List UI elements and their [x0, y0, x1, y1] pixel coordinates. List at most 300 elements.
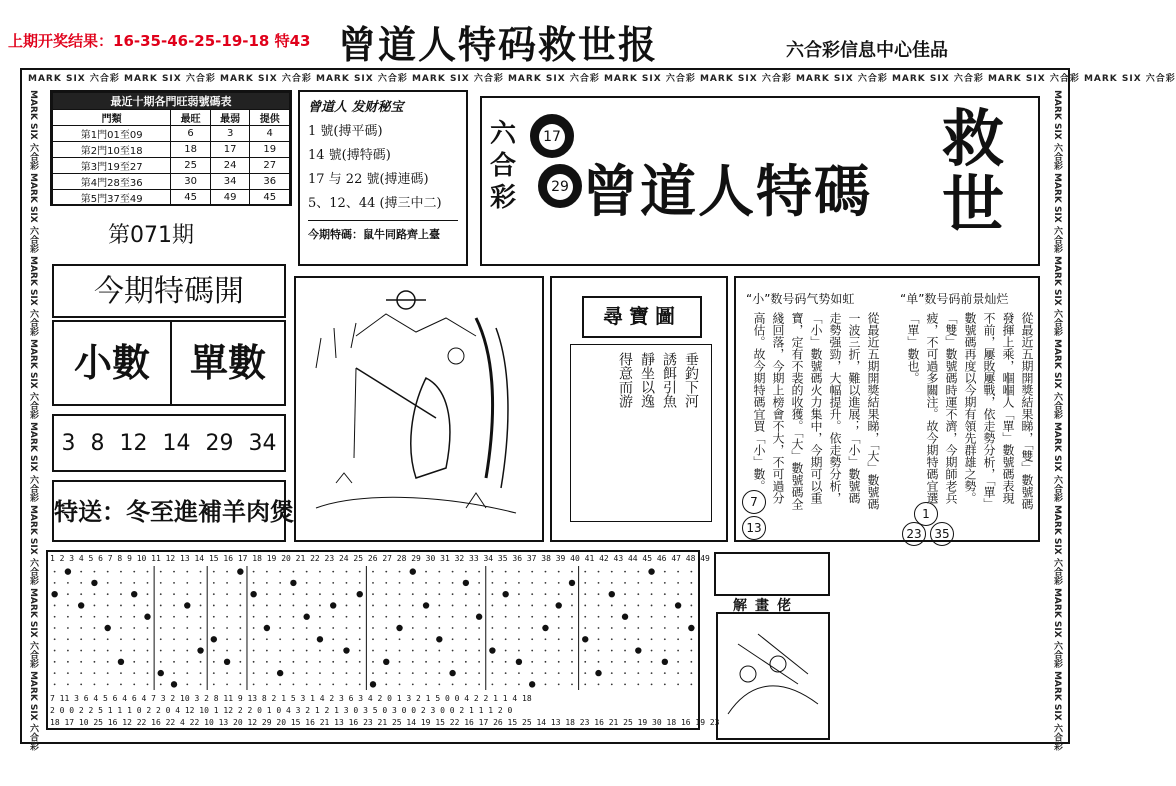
- grid-dot: [346, 571, 348, 573]
- grid-mark: [237, 568, 243, 574]
- grid-dot: [67, 616, 69, 618]
- grid-mark: [370, 681, 376, 687]
- grid-dot: [518, 582, 520, 584]
- grid-dot: [200, 627, 202, 629]
- grid-dot: [94, 571, 96, 573]
- open-label: 今期特碼開: [52, 264, 286, 318]
- grid-dot: [664, 605, 666, 607]
- grid-dot: [425, 571, 427, 573]
- grid-dot: [200, 593, 202, 595]
- grid-dot: [239, 582, 241, 584]
- grid-dot: [624, 593, 626, 595]
- grid-dot: [584, 661, 586, 663]
- grid-dot: [54, 672, 56, 674]
- grid-mark: [184, 602, 190, 608]
- issue-number: 第071期: [108, 223, 194, 248]
- grid-dot: [54, 650, 56, 652]
- grid-dot: [399, 616, 401, 618]
- grid-dot: [200, 638, 202, 640]
- grid-dot: [571, 616, 573, 618]
- grid-dot: [637, 672, 639, 674]
- grid-dot: [120, 627, 122, 629]
- grid-dot: [226, 683, 228, 685]
- mast-jiu: 救世: [942, 102, 1005, 241]
- grid-dot: [372, 593, 374, 595]
- grid-dot: [266, 638, 268, 640]
- grid-dot: [133, 582, 135, 584]
- cell: 18: [171, 142, 211, 158]
- grid-dot: [173, 571, 175, 573]
- grid-dot: [385, 582, 387, 584]
- grid-dot: [505, 605, 507, 607]
- grid-dot: [465, 571, 467, 573]
- cartoon-top: [714, 552, 830, 596]
- grid-dot: [611, 571, 613, 573]
- grid-dot: [213, 593, 215, 595]
- grid-dot: [306, 582, 308, 584]
- grid-mark: [277, 670, 283, 676]
- grid-dot: [611, 605, 613, 607]
- grid-dot: [505, 650, 507, 652]
- circle-number: 1: [914, 502, 938, 526]
- grid-dot: [558, 638, 560, 640]
- cell: 36: [250, 174, 290, 190]
- grid-mark: [648, 568, 654, 574]
- grid-dot: [571, 683, 573, 685]
- grid-dot: [359, 650, 361, 652]
- grid-dot: [677, 616, 679, 618]
- grid-dot: [677, 571, 679, 573]
- grid-dot: [664, 672, 666, 674]
- grid-dot: [67, 605, 69, 607]
- grid-dot: [160, 571, 162, 573]
- grid-dot: [293, 571, 295, 573]
- grid-mark: [489, 647, 495, 653]
- grid-dot: [690, 661, 692, 663]
- grid-dot: [664, 650, 666, 652]
- grid-row: 18 17 10 25 16 12 22 16 22 4 22 10 13 20 12 29 20 15 16 21 13 16 23 21 25 14 19 15 22 16 17 26 15 25 14 13 18 23 16 21 25 19 30 18 16 19 23: [50, 718, 720, 727]
- grid-dot: [624, 638, 626, 640]
- grid-dot: [319, 683, 321, 685]
- grid-dot: [359, 661, 361, 663]
- grid-dot: [385, 593, 387, 595]
- grid-dot: [67, 650, 69, 652]
- grid-dot: [332, 616, 334, 618]
- grid-dot: [359, 605, 361, 607]
- top-strip: MARK SIX 六合彩 MARK SIX 六合彩 MARK SIX 六合彩 MARK SIX 六合彩 MARK SIX 六合彩 MARK SIX 六合彩 MARK SIX 六合彩 MARK SIX 六合彩 MARK SIX 六合彩 MARK SIX 六合彩 MARK SIX 六合彩 MARK SIX 六合彩: [28, 74, 1176, 84]
- grid-dot: [266, 593, 268, 595]
- grid-dot: [412, 650, 414, 652]
- grid-dot: [571, 672, 573, 674]
- circle-number: 35: [930, 522, 954, 546]
- grid-dot: [319, 627, 321, 629]
- grid-dot: [147, 661, 149, 663]
- grid-dot: [385, 627, 387, 629]
- grid-dot: [173, 605, 175, 607]
- grid-dot: [545, 638, 547, 640]
- grid-dot: [346, 627, 348, 629]
- tip-box: [298, 90, 468, 266]
- grid-dot: [332, 650, 334, 652]
- circle-number: 7: [742, 490, 766, 514]
- grid-dot: [80, 571, 82, 573]
- grid-dot: [239, 593, 241, 595]
- grid-dot: [279, 605, 281, 607]
- grid-dot: [160, 605, 162, 607]
- grid-dot: [465, 627, 467, 629]
- cell: 3: [210, 126, 250, 142]
- grid-dot: [611, 650, 613, 652]
- grid-dot: [385, 571, 387, 573]
- grid-dots: [48, 566, 698, 690]
- grid-dot: [478, 627, 480, 629]
- grid-dot: [80, 650, 82, 652]
- grid-dot: [545, 650, 547, 652]
- ball-number: 17: [539, 124, 565, 150]
- scroll-heading: 尋寶圖: [582, 296, 702, 338]
- ball-number: 29: [547, 174, 573, 200]
- grid-dot: [505, 672, 507, 674]
- grid-dot: [478, 571, 480, 573]
- grid-dot: [452, 605, 454, 607]
- grid-dot: [651, 616, 653, 618]
- size-label: 小數: [54, 322, 172, 404]
- grid-dot: [651, 672, 653, 674]
- grid-dot: [253, 627, 255, 629]
- grid-dot: [518, 638, 520, 640]
- grid-dot: [346, 593, 348, 595]
- grid-dot: [651, 582, 653, 584]
- grid-dot: [598, 683, 600, 685]
- grid-dot: [478, 593, 480, 595]
- analysis-columns: [734, 276, 1040, 542]
- grid-dot: [293, 683, 295, 685]
- grid-dot: [690, 672, 692, 674]
- grid-dot: [266, 650, 268, 652]
- grid-dot: [531, 627, 533, 629]
- grid-dot: [545, 593, 547, 595]
- grid-dot: [107, 650, 109, 652]
- grid-dot: [558, 661, 560, 663]
- grid-dot: [279, 627, 281, 629]
- grid-dot: [80, 683, 82, 685]
- grid-dot: [385, 650, 387, 652]
- grid-mark: [264, 625, 270, 631]
- grid-dot: [690, 593, 692, 595]
- cell: 17: [210, 142, 250, 158]
- grid-dot: [80, 638, 82, 640]
- grid-dot: [54, 638, 56, 640]
- tip-title: 曾道人 发财秘宝: [308, 100, 404, 115]
- grid-dot: [133, 683, 135, 685]
- grid-dot: [160, 683, 162, 685]
- right-strip: MARK SIX 六合彩 MARK SIX 六合彩 MARK SIX 六合彩 MARK SIX 六合彩 MARK SIX 六合彩 MARK SIX 六合彩 MARK SIX 六合彩 MARK SIX 六合彩: [1052, 90, 1062, 751]
- grid-dot: [306, 627, 308, 629]
- grid-dot: [690, 638, 692, 640]
- grid-dot: [478, 638, 480, 640]
- grid-dot: [306, 672, 308, 674]
- grid-dot: [465, 616, 467, 618]
- grid-dot: [399, 571, 401, 573]
- grid-dot: [107, 571, 109, 573]
- circle-number: 23: [902, 522, 926, 546]
- grid-dot: [186, 661, 188, 663]
- grid-dot: [478, 661, 480, 663]
- grid-dot: [690, 571, 692, 573]
- grid-dot: [213, 616, 215, 618]
- grid-mark: [51, 591, 57, 597]
- grid-dot: [173, 593, 175, 595]
- grid-dot: [491, 672, 493, 674]
- grid-dot: [253, 582, 255, 584]
- grid-mark: [516, 659, 522, 665]
- grid-dot: [558, 683, 560, 685]
- previous-result: 上期开奖结果：16-35-46-25-19-18 特43: [8, 32, 311, 50]
- grid-dot: [239, 683, 241, 685]
- grid-dot: [94, 661, 96, 663]
- grid-dot: [213, 672, 215, 674]
- grid-dot: [293, 661, 295, 663]
- grid-dot: [664, 627, 666, 629]
- grid-dot: [67, 672, 69, 674]
- grid-dot: [677, 627, 679, 629]
- grid-mark: [91, 580, 97, 586]
- grid-dot: [518, 650, 520, 652]
- grid-mark: [317, 636, 323, 642]
- grid-mark: [410, 568, 416, 574]
- grid-dot: [226, 650, 228, 652]
- grid-dot: [186, 672, 188, 674]
- grid-dot: [186, 650, 188, 652]
- grid-dot: [279, 616, 281, 618]
- grid-mark: [556, 602, 562, 608]
- grid-dot: [372, 571, 374, 573]
- size-parity-box: [52, 320, 286, 406]
- grid-dot: [147, 650, 149, 652]
- cell: 19: [250, 142, 290, 158]
- grid-dot: [558, 582, 560, 584]
- grid-dot: [120, 582, 122, 584]
- grid-dot: [478, 683, 480, 685]
- grid-dot: [584, 616, 586, 618]
- cell: 第5門37至49: [53, 190, 171, 206]
- table-row: [53, 158, 290, 174]
- grid-dot: [478, 582, 480, 584]
- grid-dot: [412, 593, 414, 595]
- grid-dot: [452, 650, 454, 652]
- grid-dot: [385, 605, 387, 607]
- grid-dot: [664, 616, 666, 618]
- grid-dot: [186, 627, 188, 629]
- grid-dot: [67, 683, 69, 685]
- grid-dot: [186, 638, 188, 640]
- grid-dot: [651, 661, 653, 663]
- grid-dot: [279, 661, 281, 663]
- grid-dot: [651, 605, 653, 607]
- grid-dot: [133, 650, 135, 652]
- grid-dot: [531, 672, 533, 674]
- grid-dot: [438, 672, 440, 674]
- small-title: “小”数号码气势如虹: [746, 292, 855, 306]
- grid-mark: [476, 614, 482, 620]
- grid-dot: [399, 605, 401, 607]
- masthead: [480, 96, 1040, 266]
- grid-dot: [584, 627, 586, 629]
- grid-dot: [412, 638, 414, 640]
- grid-dot: [571, 638, 573, 640]
- grid-dot: [213, 582, 215, 584]
- gift-box: 特送：冬至進補羊肉煲: [52, 480, 286, 542]
- number: 12: [119, 430, 148, 456]
- grid-dot: [571, 627, 573, 629]
- grid-dot: [306, 593, 308, 595]
- grid-dot: [319, 672, 321, 674]
- grid-dot: [637, 627, 639, 629]
- grid-dot: [624, 650, 626, 652]
- grid-dot: [491, 582, 493, 584]
- grid-dot: [611, 627, 613, 629]
- grid-dot: [399, 582, 401, 584]
- grid-dot: [491, 593, 493, 595]
- grid-dot: [226, 582, 228, 584]
- grid-dot: [611, 616, 613, 618]
- grid-dot: [332, 683, 334, 685]
- grid-dot: [239, 650, 241, 652]
- grid-dot: [173, 661, 175, 663]
- grid-dot: [279, 683, 281, 685]
- grid-dot: [584, 582, 586, 584]
- grid-dot: [372, 627, 374, 629]
- grid-dot: [186, 683, 188, 685]
- grid-dot: [279, 593, 281, 595]
- cell: 4: [250, 126, 290, 142]
- grid-dot: [67, 627, 69, 629]
- grid-mark: [383, 659, 389, 665]
- grid-dot: [253, 683, 255, 685]
- mast-lhc: 六合彩: [490, 119, 517, 213]
- grid-dot: [306, 683, 308, 685]
- grid-dot: [200, 571, 202, 573]
- grid-dot: [147, 672, 149, 674]
- recommended-numbers: [52, 414, 286, 472]
- grid-dot: [120, 571, 122, 573]
- grid-dot: [266, 582, 268, 584]
- grid-mark: [542, 625, 548, 631]
- grid-dot: [133, 616, 135, 618]
- grid-dot: [438, 616, 440, 618]
- cell: 第1門01至09: [53, 126, 171, 142]
- grid-dot: [690, 683, 692, 685]
- scroll-poem: [592, 352, 702, 502]
- grid-dot: [491, 683, 493, 685]
- grid-mark: [343, 647, 349, 653]
- grid-mark: [357, 591, 363, 597]
- grid-dot: [120, 593, 122, 595]
- grid-dot: [425, 593, 427, 595]
- grid-dot: [239, 638, 241, 640]
- grid-dot: [346, 638, 348, 640]
- grid-dot: [584, 683, 586, 685]
- grid-dot: [545, 571, 547, 573]
- grid-dot: [664, 571, 666, 573]
- grid-dot: [293, 605, 295, 607]
- grid-dot: [637, 638, 639, 640]
- stats-header: 最弱: [210, 110, 250, 126]
- grid-dot: [545, 661, 547, 663]
- grid-dot: [359, 582, 361, 584]
- grid-dot: [147, 605, 149, 607]
- grid-dot: [359, 638, 361, 640]
- circle-number: 13: [742, 516, 766, 540]
- grid-dot: [107, 672, 109, 674]
- grid-dot: [107, 661, 109, 663]
- grid-dot: [558, 650, 560, 652]
- grid-dot: [293, 627, 295, 629]
- grid-dot: [545, 582, 547, 584]
- grid-dot: [279, 650, 281, 652]
- grid-dot: [611, 683, 613, 685]
- grid-dot: [226, 593, 228, 595]
- grid-dot: [598, 582, 600, 584]
- grid-dot: [147, 683, 149, 685]
- grid-dot: [346, 683, 348, 685]
- grid-dot: [133, 571, 135, 573]
- number: 14: [162, 430, 191, 456]
- grid-dot: [80, 582, 82, 584]
- cartoon-bottom: [716, 612, 830, 740]
- grid-dot: [226, 605, 228, 607]
- grid-mark: [65, 568, 71, 574]
- grid-dot: [584, 605, 586, 607]
- grid-dot: [80, 672, 82, 674]
- grid-dot: [478, 672, 480, 674]
- grid-dot: [306, 605, 308, 607]
- grid-dot: [213, 661, 215, 663]
- grid-dot: [491, 661, 493, 663]
- grid-dot: [94, 627, 96, 629]
- grid-dot: [332, 582, 334, 584]
- grid-dot: [332, 638, 334, 640]
- grid-dot: [332, 672, 334, 674]
- grid-dot: [505, 616, 507, 618]
- grid-dot: [637, 616, 639, 618]
- grid-dot: [624, 582, 626, 584]
- ball-icon: [530, 114, 574, 158]
- grid-mark: [423, 602, 429, 608]
- grid-dot: [571, 593, 573, 595]
- small-body: 從最近五期開獎結果睇，「大」數號碼一波三折，難以進展；「小」數號碼走勢强勁，大幅提升。依走勢分析，「小」數號碼火力集中，今期可以重寶，定有不裴的收獲。「大」數號碼全綫回落，今期上榜會不大，不可過分高估。故今期特碼宜買「小」數。: [752, 312, 880, 510]
- grid-dot: [120, 616, 122, 618]
- grid-dot: [319, 593, 321, 595]
- odd-body: 從最近五期開獎結果睇，「雙」數號碼發揮上乘，嗰嗰人「單」數號碼表現不前，屢敗屢戰，依走勢分析，「單」數號碼再度以今期有領先群雄之勢。「雙」數號碼時運不濟，今期師老兵疲，不可過多關注。故今期特碼宜選「單」數也。: [906, 312, 1034, 510]
- grid-dot: [452, 571, 454, 573]
- grid-dot: [452, 661, 454, 663]
- grid-dot: [266, 605, 268, 607]
- grid-dot: [54, 571, 56, 573]
- grid-dot: [412, 661, 414, 663]
- grid-dot: [173, 627, 175, 629]
- grid-dot: [147, 593, 149, 595]
- grid-dot: [505, 627, 507, 629]
- grid-dot: [651, 650, 653, 652]
- grid-dot: [690, 650, 692, 652]
- grid-dot: [160, 593, 162, 595]
- stats-header: 最旺: [171, 110, 211, 126]
- grid-dot: [624, 571, 626, 573]
- grid-dot: [160, 661, 162, 663]
- grid-dot: [677, 672, 679, 674]
- grid-dot: [332, 627, 334, 629]
